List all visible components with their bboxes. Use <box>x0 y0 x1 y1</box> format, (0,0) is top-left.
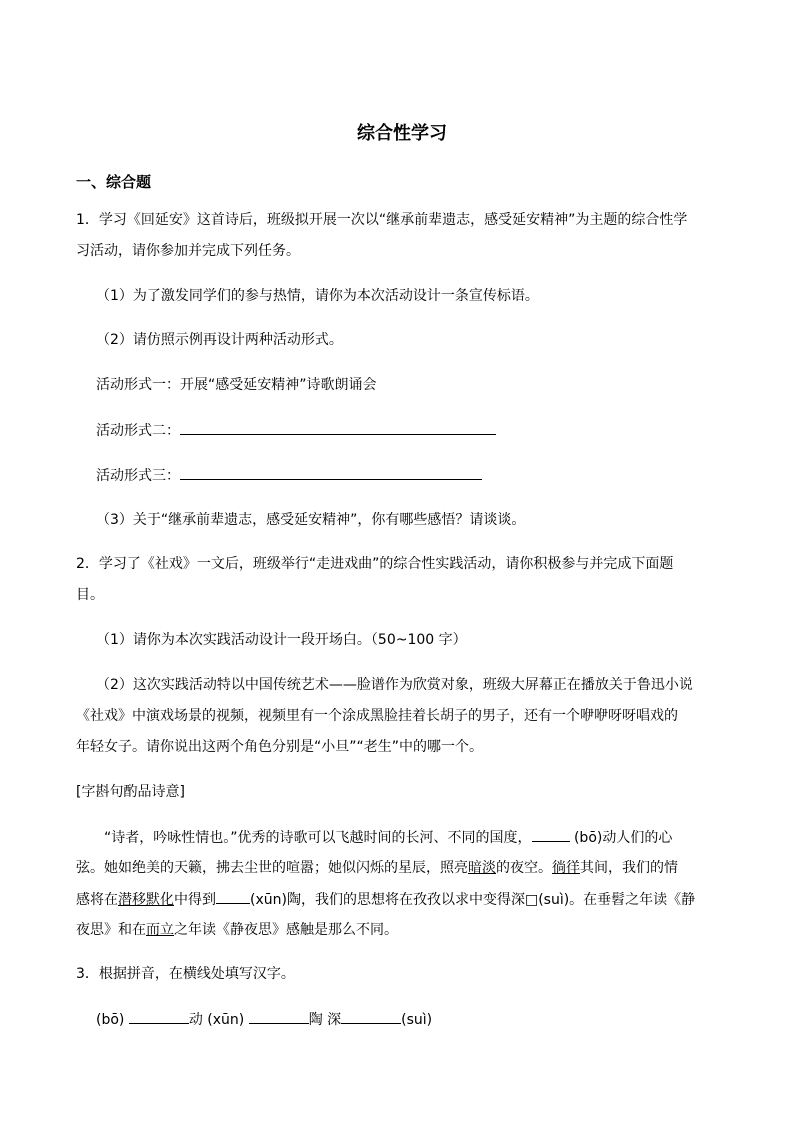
passage-blank-xun[interactable] <box>216 889 250 904</box>
underlined-word-andan: 暗淡 <box>468 860 496 876</box>
q1-form1: 活动形式一：开展“感受延安精神”诗歌朗诵会 <box>96 377 377 393</box>
q2-sub2-line1: （2）这次实践活动特以中国传统艺术——脸谱作为欣赏对象，班级大屏幕正在播放关于鲁迅小说 <box>96 677 693 693</box>
passage-line2-text-a: 弦。她如绝美的天籁，拂去尘世的喧嚣；她似闪烁的星辰，照亮 <box>76 860 468 876</box>
passage-box-sui: □ <box>524 892 539 908</box>
q2-stem-line2: 目。 <box>76 587 104 603</box>
page-title: 综合性学习 <box>357 123 447 144</box>
q2-sub2-line2: 《社戏》中演戏场景的视频，视频里有一个涂成黑脸挂着长胡子的男子，还有一个咿咿呀呀唱戏的 <box>76 708 678 724</box>
q3-blank-xun[interactable] <box>249 1009 309 1024</box>
passage-line2-text-c: 其间，我们的情 <box>580 860 678 876</box>
passage-line2-text-b: 的夜空。 <box>496 860 552 876</box>
q3-stem: 3．根据拼音，在横线处填写汉字。 <box>76 966 295 982</box>
q3-blank-bo[interactable] <box>129 1009 189 1024</box>
passage-line2 <box>76 858 678 878</box>
passage-line4 <box>76 920 398 940</box>
q1-form2-label: 活动形式二： <box>96 423 180 439</box>
underlined-word-changyang: 徜徉 <box>552 860 580 876</box>
passage-line1-pinyin: (bō)动人们的心 <box>569 830 673 846</box>
q1-form2 <box>96 420 496 441</box>
q1-stem-line2: 习活动，请你参加并完成下列任务。 <box>76 243 300 259</box>
q3-word-tao: 陶 <box>308 1012 323 1028</box>
q1-sub3: （3）关于“继承前辈遗志，感受延安精神”，你有哪些感悟？请谈谈。 <box>96 512 526 528</box>
q3-pinyin-sui: (suì) <box>401 1012 433 1028</box>
q2-stem-line1: 2．学习了《社戏》一文后，班级举行“走进戏曲”的综合性实践活动，请你积极参与并完成下面题 <box>76 556 674 572</box>
q2-sub1: （1）请你为本次实践活动设计一段开场白。（50~100 字） <box>96 632 467 648</box>
passage-line4-text-b: 之年读《静夜思》感触是那么不同。 <box>174 922 398 938</box>
passage-line3-text-d: (suì)。在垂髫之年读《静 <box>538 892 696 908</box>
passage-blank-bo[interactable] <box>532 827 570 842</box>
q2-sub2-line3: 年轻女子。请你说出这两个角色分别是“小旦”“老生”中的哪一个。 <box>76 739 484 755</box>
q3-pinyin-xun: (xūn) <box>202 1012 249 1028</box>
q3-word-dong: 动 <box>188 1012 203 1028</box>
passage-heading: [字斟句酌品诗意] <box>76 784 185 800</box>
underlined-word-erli: 而立 <box>146 922 174 938</box>
underlined-word-qianyimohua: 潜移默化 <box>118 892 174 908</box>
passage-line1 <box>104 827 672 848</box>
passage-line4-text-a: 夜思》和在 <box>76 922 146 938</box>
q3-word-shen: 深 <box>322 1012 342 1028</box>
passage-line3 <box>76 889 695 910</box>
passage-line1-text: “诗者，吟咏性情也。”优秀的诗歌可以飞越时间的长河、不同的国度， <box>104 830 532 846</box>
passage-line3-text-a: 感将在 <box>76 892 118 908</box>
q1-form3-blank[interactable] <box>180 465 482 480</box>
q1-form2-blank[interactable] <box>180 420 496 435</box>
q3-pinyin-bo: (bō) <box>96 1012 129 1028</box>
q3-answer-row <box>96 1009 432 1030</box>
q1-sub2: （2）请仿照示例再设计两种活动形式。 <box>96 332 343 348</box>
q1-sub1: （1）为了激发同学们的参与热情，请你为本次活动设计一条宣传标语。 <box>96 288 539 304</box>
section-heading: 一、综合题 <box>76 173 152 191</box>
q1-stem-line1: 1．学习《回延安》这首诗后，班级拟开展一次以“继承前辈遗志，感受延安精神”为主题的综合性学 <box>76 212 688 228</box>
passage-line3-text-b: 中得到 <box>174 892 216 908</box>
passage-line3-text-c: (xūn)陶，我们的思想将在孜孜以求中变得深 <box>250 892 525 908</box>
q3-blank-sui[interactable] <box>341 1009 401 1024</box>
q1-form3-label: 活动形式三： <box>96 468 180 484</box>
q1-form3 <box>96 465 482 486</box>
